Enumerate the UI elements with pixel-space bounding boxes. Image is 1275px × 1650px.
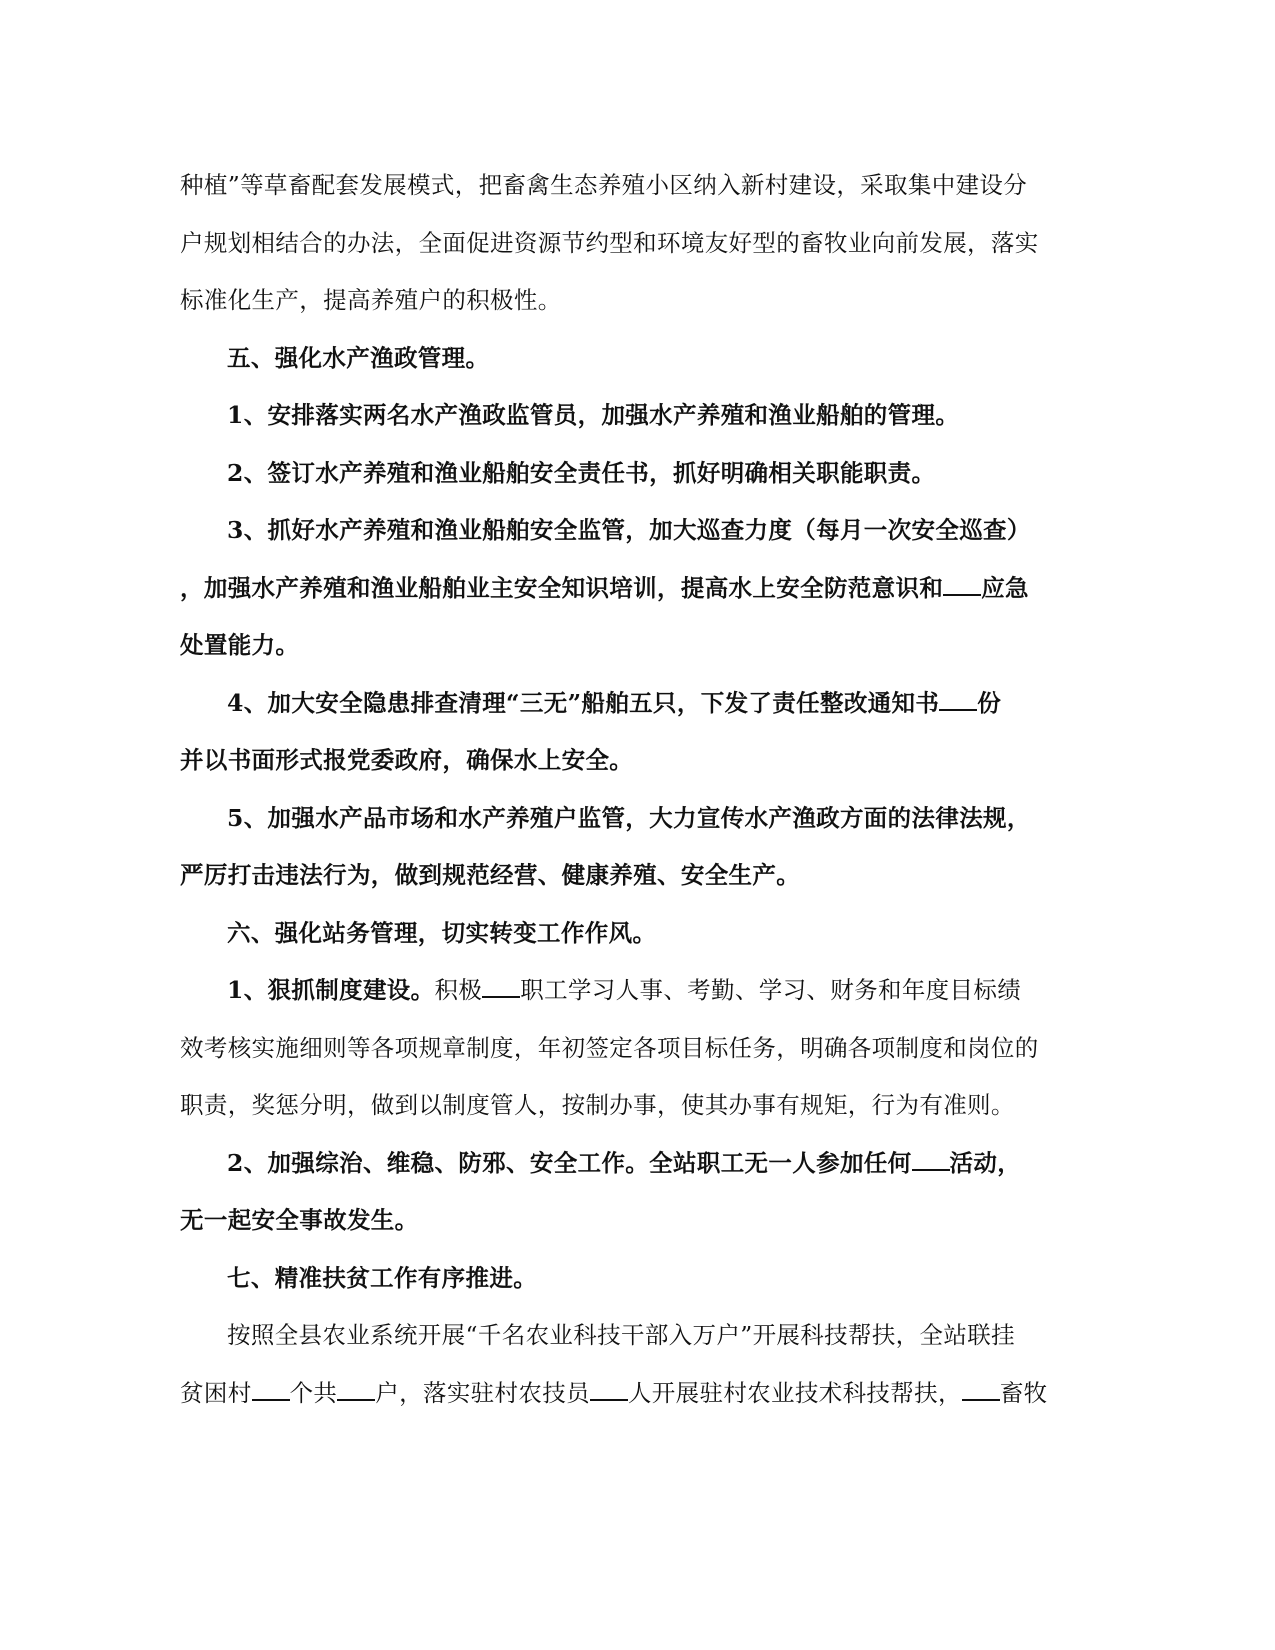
- section-heading: 六、强化站务管理，切实转变工作作风。: [227, 918, 657, 947]
- list-item: [180, 678, 1040, 736]
- list-item: [180, 1138, 1040, 1196]
- paragraph-line: 按照全县农业系统开展“千名农业科技干部入万户”开展科技帮扶，全站联挂: [227, 1321, 1015, 1349]
- text-segment: 1、狠抓制度建设。: [227, 976, 435, 1004]
- fill-in-blank: [962, 1379, 1000, 1401]
- fill-in-blank: [590, 1379, 628, 1401]
- list-item-continuation: 并以书面形式报党委政府，确保水上安全。: [180, 746, 634, 774]
- text-segment: 职工学习人事、考勤、学习、财务和年度目标绩: [520, 976, 1022, 1004]
- paragraph-line: 户规划相结合的办法，全面促进资源节约型和环境友好型的畜牧业向前发展，落实: [180, 228, 1039, 257]
- text-segment: 4、加大安全隐患排查清理“三无”船舶五只，下发了责任整改通知书: [227, 688, 940, 717]
- section-heading: 七、精准扶贫工作有序推进。: [227, 1263, 538, 1292]
- list-item: [180, 965, 1040, 1023]
- list-item: 5、加强水产品市场和水产养殖户监管，大力宣传水产渔政方面的法律法规，: [227, 803, 1031, 832]
- list-item-continuation: [180, 563, 1040, 621]
- list-item-continuation: 效考核实施细则等各项规章制度，年初签定各项目标任务，明确各项制度和岗位的: [180, 1033, 1039, 1062]
- section-heading: 五、强化水产渔政管理。: [227, 343, 490, 372]
- text-segment: 积极: [434, 976, 483, 1004]
- list-item-continuation: 处置能力。: [180, 631, 300, 659]
- fill-in-blank: [337, 1379, 375, 1401]
- list-item: 1、安排落实两名水产渔政监管员，加强水产养殖和渔业船舶的管理。: [227, 401, 960, 429]
- text-segment: 人开展驻村农业技术科技帮扶，: [627, 1378, 962, 1407]
- text-segment: 畜牧: [999, 1378, 1048, 1407]
- text-segment: 个共: [289, 1378, 338, 1407]
- text-segment: ，加强水产养殖和渔业船舶业主安全知识培训，提高水上安全防范意识和: [180, 573, 944, 602]
- text-segment: 活动，: [949, 1148, 1022, 1177]
- list-item-continuation: 无一起安全事故发生。: [180, 1206, 419, 1234]
- document-page: [180, 160, 1048, 1425]
- fill-in-blank: [482, 976, 520, 998]
- paragraph-line: 种植”等草畜配套发展模式，把畜禽生态养殖小区纳入新村建设，采取集中建设分: [180, 171, 1028, 199]
- text-segment: 贫困村: [180, 1378, 252, 1407]
- fill-in-blank: [912, 1149, 950, 1171]
- text-segment: 2、加强综治、维稳、防邪、安全工作。全站职工无一人参加任何: [227, 1148, 912, 1177]
- paragraph-line: 标准化生产，提高养殖户的积极性。: [180, 286, 562, 314]
- text-segment: 应急: [981, 573, 1029, 602]
- text-segment: 份: [977, 688, 1002, 717]
- list-item-continuation: 严厉打击违法行为，做到规范经营、健康养殖、安全生产。: [180, 861, 801, 889]
- list-item: 2、签订水产养殖和渔业船舶安全责任书，抓好明确相关职能职责。: [227, 458, 936, 487]
- list-item-continuation: 职责，奖惩分明，做到以制度管人，按制办事，使其办事有规矩，行为有准则。: [180, 1091, 1015, 1119]
- fill-in-blank: [939, 689, 977, 711]
- text-segment: 户，落实驻村农技员: [375, 1378, 590, 1407]
- list-item: 3、抓好水产养殖和渔业船舶安全监管，加大巡查力度（每月一次安全巡查）: [227, 516, 1031, 544]
- fill-in-blank: [943, 574, 981, 596]
- fill-in-blank: [252, 1379, 290, 1401]
- paragraph-line: [180, 1368, 1048, 1426]
